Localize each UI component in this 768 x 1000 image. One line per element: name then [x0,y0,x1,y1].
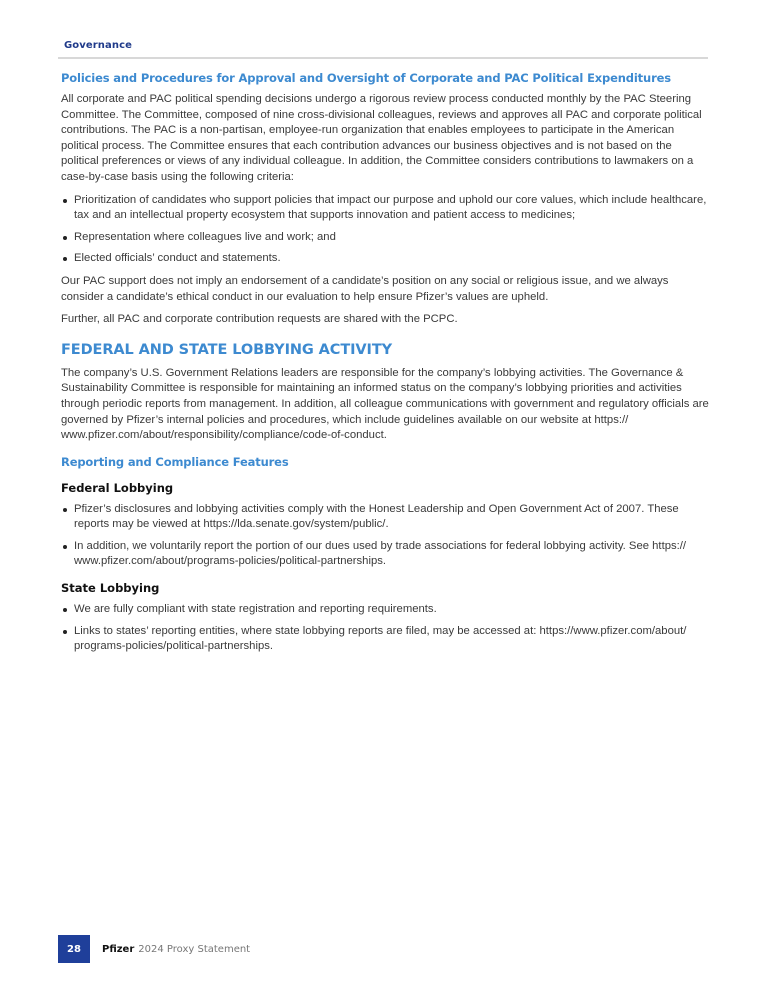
header-divider [58,57,708,59]
list-item: Elected officials’ conduct and statements. [61,251,711,267]
list-item: Prioritization of candidates who support policies that impact our purpose and uphold our core values, which include healthcare, tax and an intellectual property ecosystem that supports innovation and patient access to medicines; [61,193,711,224]
list-item: Representation where colleagues live and work; and [61,230,711,246]
page-footer [58,935,250,963]
pcpc-paragraph: Further, all PAC and corporate contribution requests are shared with the PCPC. [61,313,458,326]
list-item: We are fully compliant with state registration and reporting requirements. [61,602,711,618]
reporting-heading: Reporting and Compliance Features [61,454,289,469]
list-item: Pfizer’s disclosures and lobbying activities comply with the Honest Leadership and Open Government Act of 2007. These reports may be viewed at https://lda.senate.gov/system/public/. [61,502,711,533]
state-lobbying-list [61,602,711,655]
policies-intro: All corporate and PAC political spending decisions undergo a rigorous review process conducted monthly by the PAC Steering Committee. The Committee, composed of nine cross-divisional colleagues, reviews and approves all PAC and corporate political contributions. The PAC is a non-partisan, employee-run organization that enables employees to participate in the American political process. The Committee ensures that each contribution advances our business objectives and is not based on the political preferences or views of any individual colleague. In addition, the Committee considers contributions to lawmakers on a case-by-case basis using the following criteria: [61,93,702,183]
federal-lobbying-list [61,502,711,570]
page-number: 28 [58,935,90,963]
section-header: Governance [64,40,133,51]
lobbying-heading: FEDERAL AND STATE LOBBYING ACTIVITY [61,341,393,358]
pac-endorsement-paragraph: Our PAC support does not imply an endorsement of a candidate’s position on any social or religious issue, and we always consider a candidate’s ethical conduct in our evaluation to help ensure Pfizer’s values are upheld. [61,274,669,303]
federal-lobbying-heading: Federal Lobbying [61,480,174,495]
list-item: In addition, we voluntarily report the portion of our dues used by trade associations for federal lobbying activity. See https:// www.pfizer.com/about/programs-policies/political-partnerships. [61,539,711,570]
footer-doc-title: 2024 Proxy Statement [138,943,251,955]
page-content [61,70,711,662]
footer-brand: Pfizer [102,943,135,955]
footer-title [102,944,250,955]
list-item: Links to states’ reporting entities, where state lobbying reports are filed, may be accessed at: https://www.pfizer.com/about/ programs-policies/political-partnerships. [61,624,711,655]
policies-heading: Policies and Procedures for Approval and Oversight of Corporate and PAC Political Expenditures [61,71,671,85]
state-lobbying-heading: State Lobbying [61,581,160,596]
criteria-list [61,193,711,267]
lobbying-intro: The company’s U.S. Government Relations leaders are responsible for the company’s lobbying activities. The Governance & Sustainability Committee is responsible for maintaining an informed status on the company’s lobbying priorities and activities through periodic reports from management. In addition, all colleague communications with government and regulatory officials are governed by Pfizer’s internal policies and procedures, which include guidelines available on our website at https:// www.pfizer.com/about/responsibility/compliance/code-of-conduct. [61,366,709,442]
